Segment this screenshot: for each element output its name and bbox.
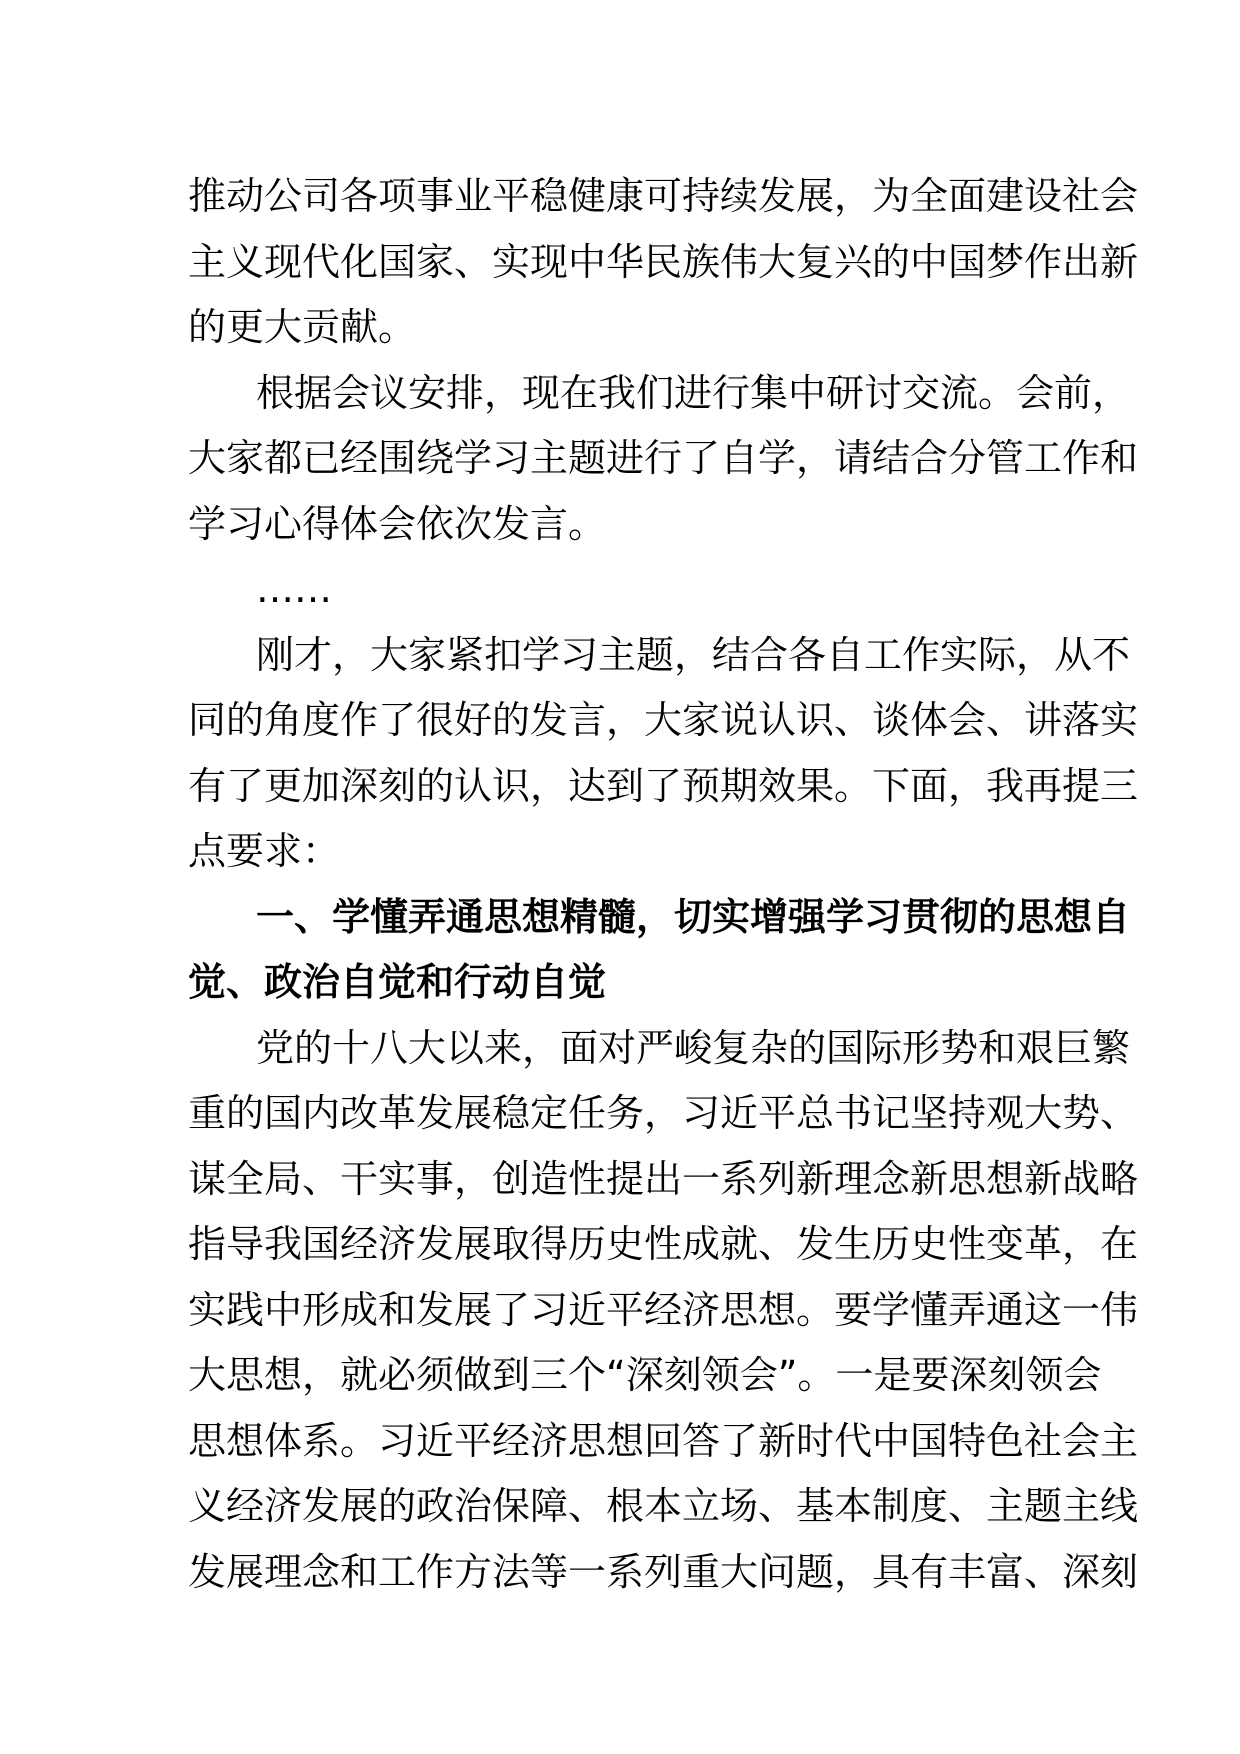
paragraph-line: 实践中形成和发展了习近平经济思想。要学懂弄通这一伟 <box>188 1287 1139 1332</box>
paragraph-line: 点要求： <box>188 829 341 873</box>
paragraph-line: 发展理念和工作方法等一系列重大问题，具有丰富、深刻 <box>188 1549 1139 1594</box>
document-body <box>188 164 1139 1605</box>
paragraph-line: 根据会议安排，现在我们进行集中研讨交流。会前， <box>256 370 1131 415</box>
section-heading-line: 觉、政治自觉和行动自觉 <box>188 960 607 1004</box>
paragraph-line: 思想体系。习近平经济思想回答了新时代中国特色社会主 <box>188 1418 1139 1463</box>
paragraph-line: 有了更加深刻的认识，达到了预期效果。下面，我再提三 <box>188 763 1139 808</box>
paragraph-line: 同的角度作了很好的发言，大家说认识、谈体会、讲落实 <box>188 698 1139 742</box>
paragraph-line: 谋全局、干实事，创造性提出一系列新理念新思想新战略 <box>188 1156 1139 1201</box>
ellipsis-line: …… <box>256 567 332 611</box>
paragraph-line: 推动公司各项事业平稳健康可持续发展，为全面建设社会 <box>188 174 1139 218</box>
paragraph-line: 的更大贡献。 <box>188 305 417 349</box>
paragraph-line: 重的国内改革发展稳定任务，习近平总书记坚持观大势、 <box>188 1091 1139 1135</box>
paragraph-line: 义经济发展的政治保障、根本立场、基本制度、主题主线 <box>188 1484 1139 1528</box>
paragraph-line: 刚才，大家紧扣学习主题，结合各自工作实际，从不 <box>256 632 1131 677</box>
paragraph-line: 大思想，就必须做到三个“深刻领会”。一是要深刻领会 <box>188 1353 1102 1397</box>
paragraph-line: 指导我国经济发展取得历史性成就、发生历史性变革，在 <box>188 1222 1139 1266</box>
paragraph-line: 主义现代化国家、实现中华民族伟大复兴的中国梦作出新 <box>188 239 1139 284</box>
paragraph-line: 学习心得体会依次发言。 <box>188 501 607 546</box>
section-heading-line: 一、学懂弄通思想精髓，切实增强学习贯彻的思想自 <box>256 894 1131 939</box>
paragraph-line: 大家都已经围绕学习主题进行了自学，请结合分管工作和 <box>188 436 1139 480</box>
paragraph-line: 党的十八大以来，面对严峻复杂的国际形势和艰巨繁 <box>256 1025 1131 1070</box>
